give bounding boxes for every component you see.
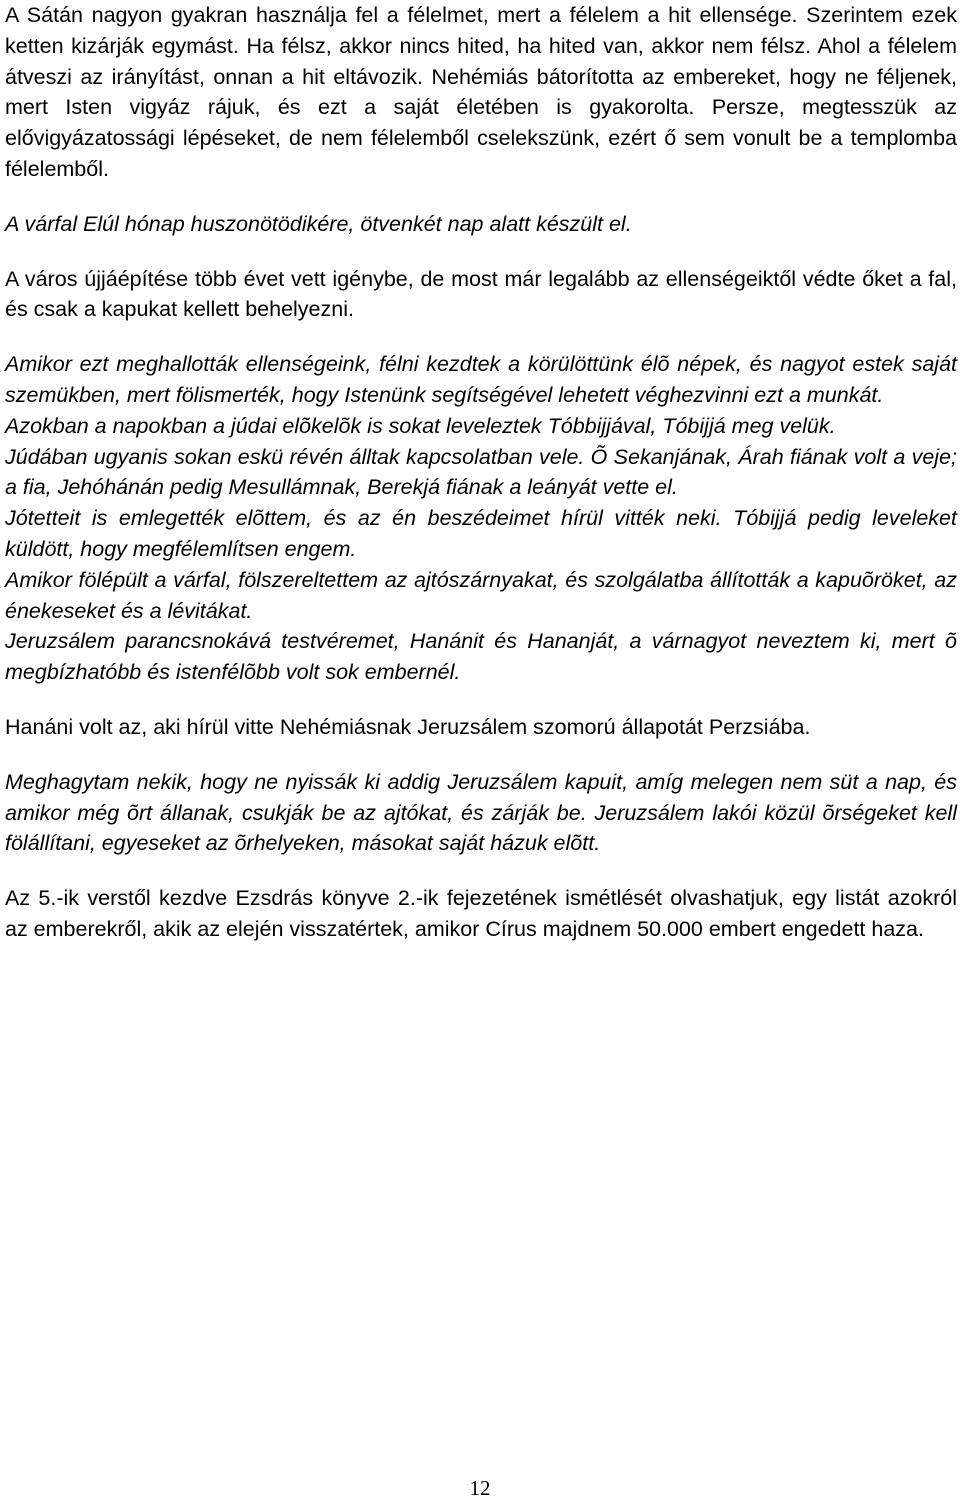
scripture-nobles-letters: Azokban a napokban a júdai elõkelõk is sokat leveleztek Tóbbijjával, Tóbijjá meg velük. — [5, 413, 836, 438]
paragraph-hanani: Hanáni volt az, aki hírül vitte Nehémiásnak Jeruzsálem szomorú állapotát Perzsiába. — [5, 714, 811, 739]
scripture-enemies-afraid: Amikor ezt meghallották ellenségeink, félni kezdtek a körülöttünk élõ népek, és nagyot estek saját szemükben, mert fölismerték, hogy Istenünk segítségével lehetett véghezvinni ezt a munkát. — [5, 352, 957, 407]
scripture-gatekeepers-appointed: Amikor fölépült a várfal, fölszereltettem az ajtószárnyakat, és szolgálatba állították a kapuõröket, az énekeseket és a lévitákat. — [5, 567, 957, 623]
scripture-good-deeds-reported: Jótetteit is emlegették elõttem, és az én beszédeimet hírül vitték neki. Tóbijjá pedig leveleket küldött, hogy megfélemlítsen engem. — [5, 506, 957, 561]
scripture-commander-appointed: Jeruzsálem parancsnokává testvéremet, Hanánit és Hananját, a várnagyot neveztem ki, mert õ megbízhatóbb és istenfélõbb volt sok embernél. — [5, 629, 957, 685]
scripture-oath-bound: Júdában ugyanis sokan eskü révén álltak kapcsolatban vele. Õ Sekanjának, Árah fiának volt a veje; a fia, Jehóhánán pedig Mesullámnak, Berekjá fiának a leányát vette el. — [5, 444, 957, 500]
paragraph-fear-and-faith: A Sátán nagyon gyakran használja fel a félelmet, mert a félelem a hit ellensége. Szerintem ezek ketten kizárják egymást. Ha félsz, akkor nincs hited, ha hited van, akkor nem félsz. Ahol a félelem átveszi az irányítást, onnan a hit eltávozik. Nehémiás bátorította az embereket, hogy ne féljenek, mert Isten vigyáz rájuk, és ezt a saját életében is gyakorolta. Persze, megtesszük az elővigyázatossági lépéseket, de nem félelemből cselekszünk, ezért ő sem vonult be a templomba félelemből. — [5, 3, 957, 181]
page-number: 12 — [469, 1476, 491, 1500]
document-page — [5, 0, 957, 945]
paragraph-city-rebuilding: A város újjáépítése több évet vett igénybe, de most már legalább az ellenségeiktől védte őket a fal, és csak a kapukat kellett behelyezni. — [5, 266, 957, 322]
scripture-gates-instructions: Meghagytam nekik, hogy ne nyissák ki addig Jeruzsálem kapuit, amíg melegen nem süt a nap, és amikor még õrt állanak, csukják be az ajtókat, és zárják be. Jeruzsálem lakói közül õrségeket kell fölállítani, egyeseket az õrhelyeken, másokat saját házuk elõtt. — [5, 769, 957, 856]
paragraph-ezra-list: Az 5.-ik verstől kezdve Ezsdrás könyve 2.-ik fejezetének ismétlését olvashatjuk, egy listát azokról az emberekről, akik az elején visszatértek, amikor Círus majdnem 50.000 embert engedett haza. — [5, 886, 957, 941]
paragraph-wall-completed: A várfal Elúl hónap huszonötödikére, ötvenkét nap alatt készült el. — [5, 211, 632, 236]
